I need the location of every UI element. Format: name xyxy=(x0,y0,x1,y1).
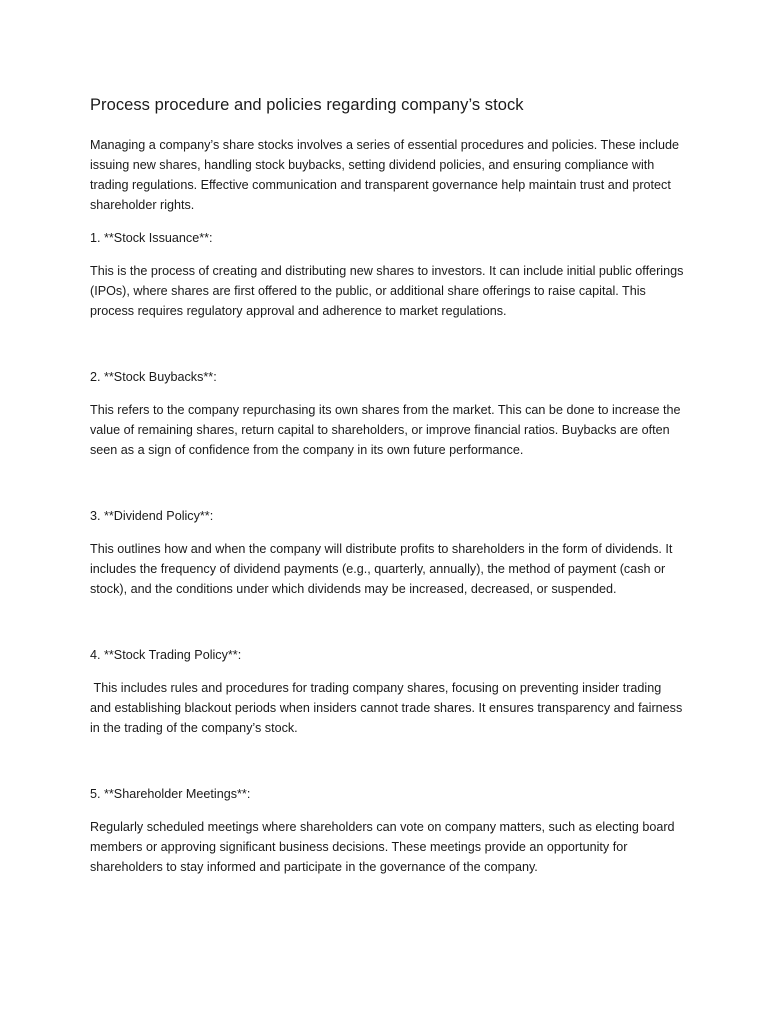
section-heading: 1. **Stock Issuance**: xyxy=(90,231,213,245)
section-body: This includes rules and procedures for trading company shares, focusing on preventing insider trading and establishing blackout periods when insiders cannot trade shares. It ensures transparency and fairness in the trading of the company’s stock. xyxy=(90,681,686,735)
section-body: Regularly scheduled meetings where shareholders can vote on company matters, such as electing board members or approving significant business decisions. These meetings provide an opportunity for shareholders to stay informed and participate in the governance of the company. xyxy=(90,820,675,874)
section-shareholder-meetings xyxy=(90,784,684,877)
section-heading: 2. **Stock Buybacks**: xyxy=(90,370,217,384)
section-heading: 3. **Dividend Policy**: xyxy=(90,509,214,523)
section-stock-issuance xyxy=(90,228,684,321)
section-stock-buybacks xyxy=(90,367,684,460)
section-heading: 5. **Shareholder Meetings**: xyxy=(90,787,251,801)
document-title: Process procedure and policies regarding company’s stock xyxy=(90,96,524,114)
section-body: This refers to the company repurchasing its own shares from the market. This can be done to increase the value of remaining shares, return capital to shareholders, or improve financial ratios. Buybacks are often seen as a sign of confidence from the company in its own future performance. xyxy=(90,403,681,457)
section-dividend-policy xyxy=(90,506,684,599)
section-body: This outlines how and when the company will distribute profits to shareholders in the form of dividends. It includes the frequency of dividend payments (e.g., quarterly, annually), the method of payment (cash or stock), and the conditions under which dividends may be increased, decreased, or suspended. xyxy=(90,542,673,596)
section-heading: 4. **Stock Trading Policy**: xyxy=(90,648,242,662)
section-stock-trading-policy xyxy=(90,645,684,738)
intro-paragraph: Managing a company’s share stocks involves a series of essential procedures and policies. These include issuing new shares, handling stock buybacks, setting dividend policies, and ensuring compliance with trading regulations. Effective communication and transparent governance help maintain trust and protect shareholder rights. xyxy=(90,138,679,212)
section-body: This is the process of creating and distributing new shares to investors. It can include initial public offerings (IPOs), where shares are first offered to the public, or additional share offerings to raise capital. This process requires regulatory approval and adherence to market regulations. xyxy=(90,264,684,318)
